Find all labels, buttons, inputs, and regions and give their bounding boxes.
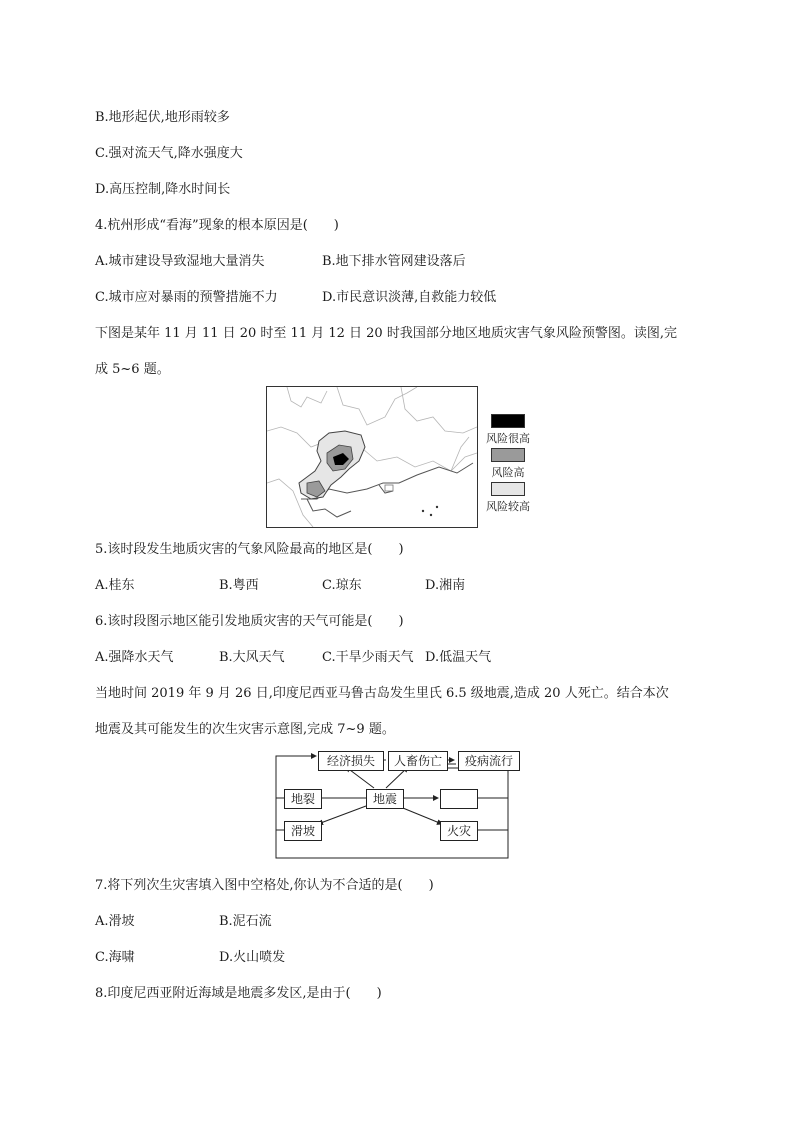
- q5-option-d: D.湘南: [425, 578, 466, 593]
- q5-stem: 5.该时段发生地质灾害的气象风险最高的地区是( ): [95, 542, 404, 557]
- map-graphic: [267, 387, 477, 527]
- q7-option-d: D.火山喷发: [219, 950, 286, 965]
- map-marker: [385, 485, 393, 491]
- intro-7-9-line1: 当地时间 2019 年 9 月 26 日,印度尼西亚马鲁古岛发生里氏 6.5 级地震,造成 20 人死亡。结合本次: [95, 686, 669, 701]
- q4-option-c: C.城市应对暴雨的预警措施不力: [95, 290, 278, 305]
- q7-stem: 7.将下列次生灾害填入图中空格处,你认为不合适的是( ): [95, 878, 434, 893]
- q3-option-c: C.强对流天气,降水强度大: [95, 146, 243, 161]
- loop-landslide: [276, 798, 284, 830]
- box-blank: [440, 789, 478, 809]
- box-fire: 火灾: [440, 821, 478, 841]
- q7-option-a: A.滑坡: [95, 914, 135, 929]
- q4-stem: 4.杭州形成“看海”现象的根本原因是( ): [95, 218, 339, 233]
- q4-option-b: B.地下排水管网建设落后: [322, 254, 466, 269]
- q3-option-d: D.高压控制,降水时间长: [95, 182, 231, 197]
- q5-option-c: C.琼东: [322, 578, 362, 593]
- q4-option-a: A.城市建设导致湿地大量消失: [95, 254, 265, 269]
- boundary-line: [287, 387, 327, 407]
- coastline: [379, 485, 393, 493]
- q8-stem: 8.印度尼西亚附近海域是地震多发区,是由于( ): [95, 986, 382, 1001]
- q4-option-d: D.市民意识淡薄,自救能力较低: [322, 290, 497, 305]
- boundary-line: [401, 387, 477, 433]
- legend-high: [478, 448, 538, 480]
- intro-5-6-line2: 成 5~6 题。: [95, 362, 170, 377]
- q6-option-c: C.干旱少雨天气: [322, 650, 414, 665]
- legend-fairly-high: [478, 482, 538, 514]
- q5-option-a: A.桂东: [95, 578, 135, 593]
- island-dot: [422, 510, 424, 512]
- box-ground-crack: 地裂: [284, 789, 322, 809]
- q7-option-c: C.海啸: [95, 950, 135, 965]
- island-dot: [436, 506, 438, 508]
- intro-7-9-line2: 地震及其可能发生的次生灾害示意图,完成 7~9 题。: [95, 722, 395, 737]
- box-casualties: 人畜伤亡: [388, 751, 448, 771]
- q6-option-a: A.强降水天气: [95, 650, 174, 665]
- q6-stem: 6.该时段图示地区能引发地质灾害的天气可能是( ): [95, 614, 404, 629]
- secondary-disaster-diagram: [274, 748, 514, 860]
- legend-label-fairly-high: 风险较高: [486, 500, 530, 513]
- box-earthquake: 地震: [366, 789, 404, 809]
- risk-warning-map: [266, 386, 478, 528]
- q6-option-b: B.大风天气: [219, 650, 285, 665]
- coastline: [307, 499, 351, 517]
- legend-swatch-very-high: [491, 414, 525, 428]
- legend-swatch-fairly-high: [491, 482, 525, 496]
- intro-5-6-line1: 下图是某年 11 月 11 日 20 时至 11 月 12 日 20 时我国部分地区地质灾害气象风险预警图。读图,完: [95, 326, 677, 341]
- q5-option-b: B.粤西: [219, 578, 259, 593]
- island-dot: [430, 514, 432, 516]
- box-economic-loss: 经济损失: [318, 751, 384, 771]
- box-epidemic: 疫病流行: [458, 751, 520, 771]
- boundary-line: [267, 427, 477, 471]
- boundary-line: [337, 387, 417, 425]
- arrow-to-fire: [398, 806, 442, 824]
- box-landslide: 滑坡: [284, 821, 322, 841]
- legend-label-very-high: 风险很高: [486, 432, 530, 445]
- legend-label-high: 风险高: [491, 466, 525, 479]
- q6-option-d: D.低温天气: [425, 650, 492, 665]
- legend-very-high: [478, 414, 538, 446]
- q3-option-b: B.地形起伏,地形雨较多: [95, 110, 230, 125]
- legend-swatch-high: [491, 448, 525, 462]
- q7-option-b: B.泥石流: [219, 914, 272, 929]
- arrow-to-landslide: [318, 806, 366, 824]
- boundary-line: [451, 437, 469, 471]
